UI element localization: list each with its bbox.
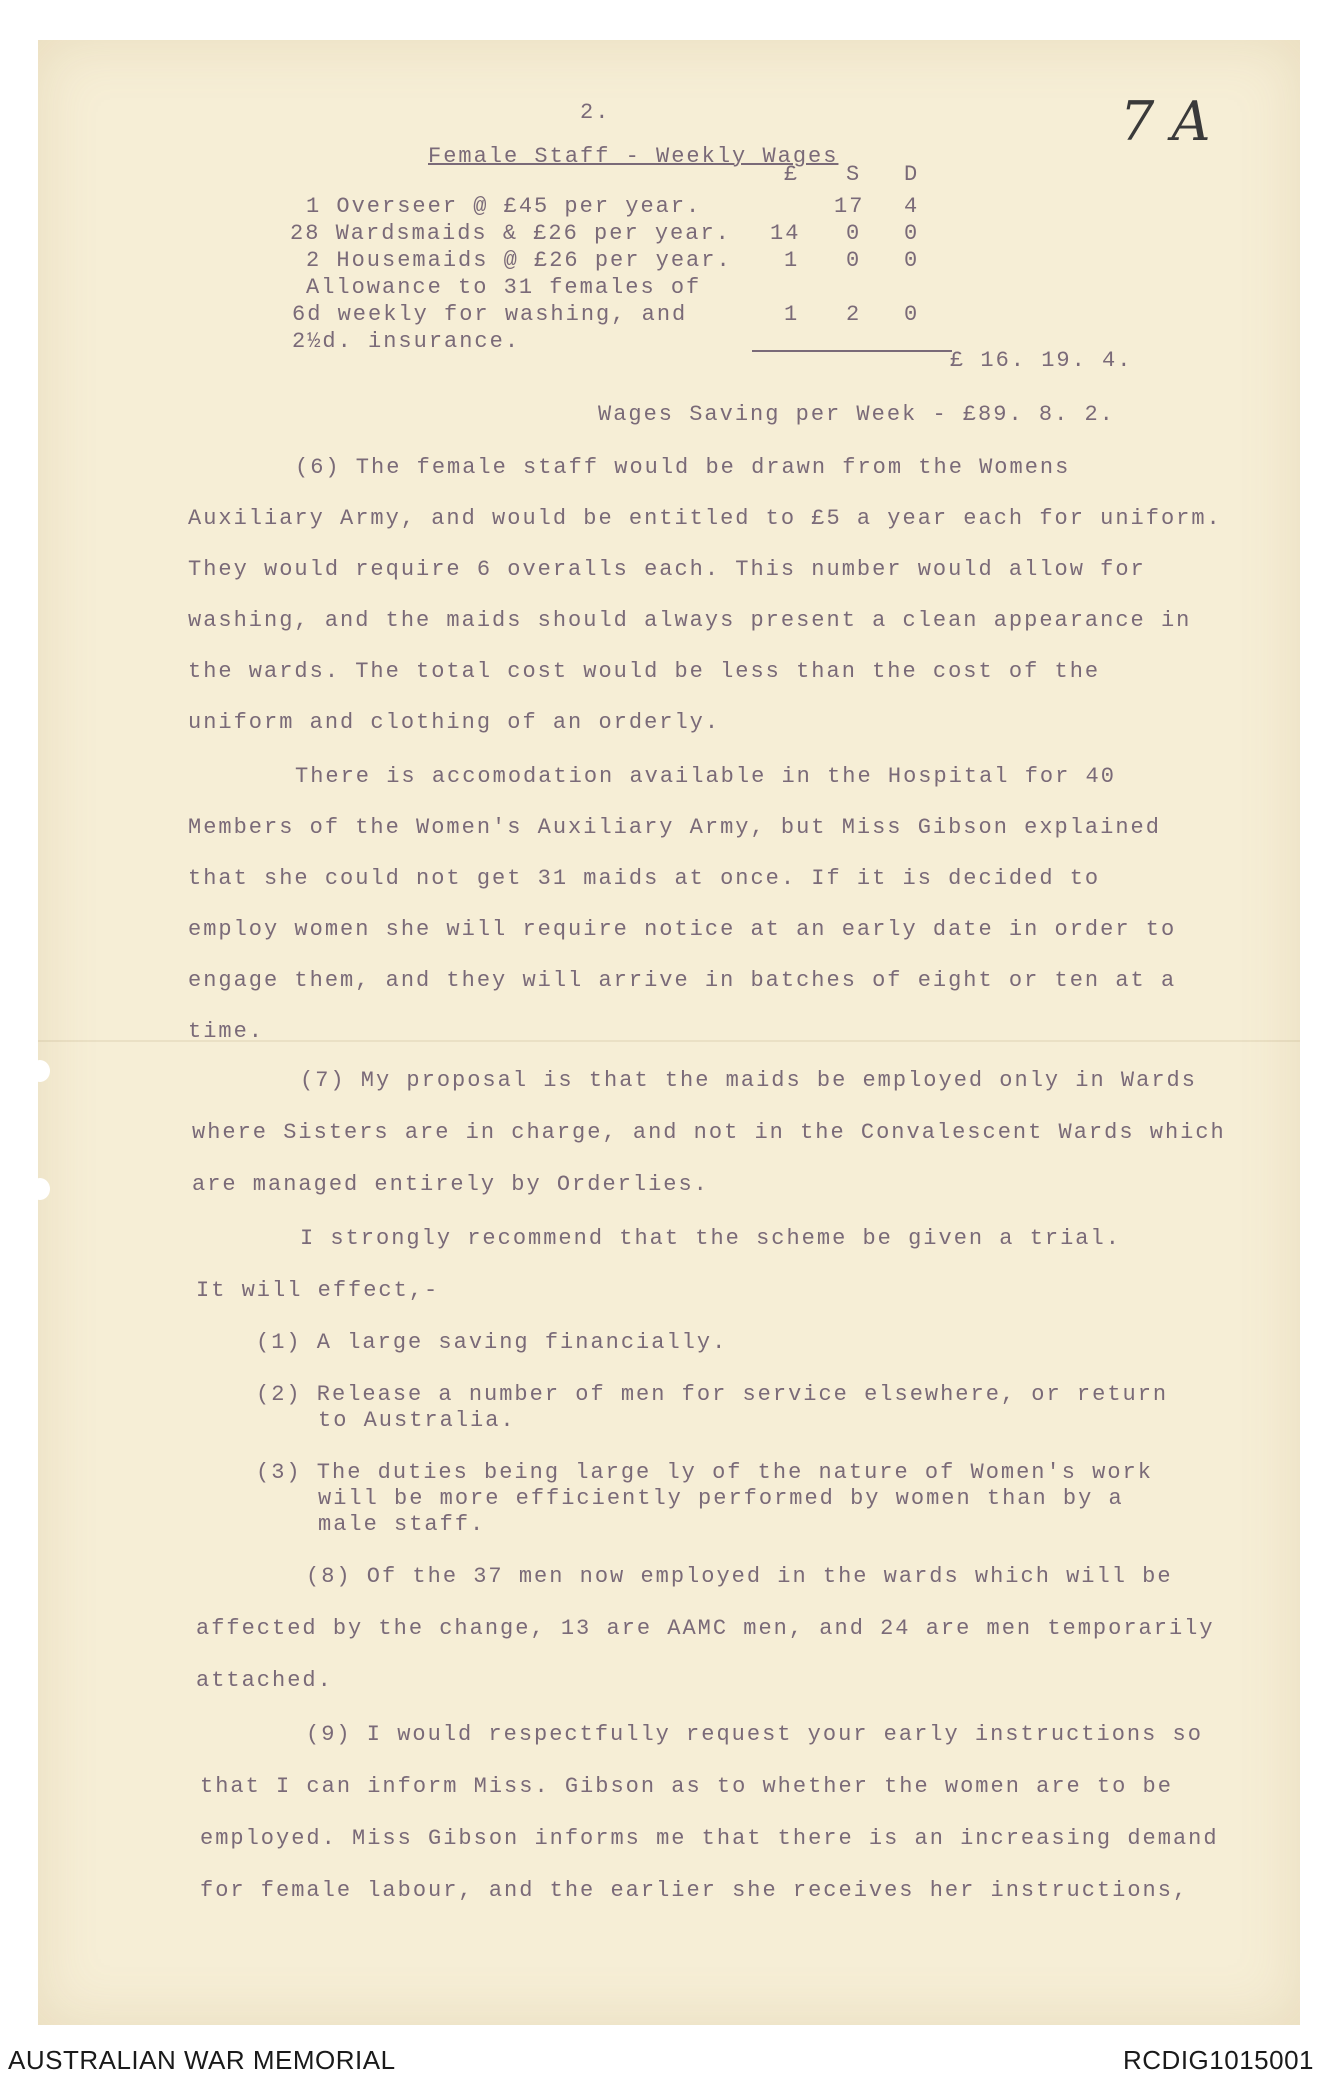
list-item: (2) Release a number of men for service elsewhere, or return	[256, 1382, 1169, 1407]
body-line: It will effect,-	[196, 1278, 440, 1303]
body-line: the wards. The total cost would be less than the cost of the	[188, 659, 1101, 684]
col-pounds-header: £	[784, 162, 800, 187]
list-item: (1) A large saving financially.	[256, 1330, 728, 1355]
col-pence-header: D	[904, 162, 920, 187]
handwritten-folio: 7 A	[1120, 90, 1211, 153]
wages-row-pence: 0	[904, 302, 920, 327]
wages-row-label: 1 Overseer @ £45 per year.	[306, 194, 702, 219]
wages-row-label: 2½d. insurance.	[292, 329, 521, 354]
wages-row-label: 28 Wardsmaids & £26 per year.	[290, 221, 731, 246]
wages-row-pence: 4	[904, 194, 920, 219]
body-line: There is accomodation available in the Hospital for 40	[295, 764, 1116, 789]
body-line: (9) I would respectfully request your early instructions so	[306, 1722, 1203, 1747]
body-line: affected by the change, 13 are AAMC men, and 24 are men temporarily	[196, 1616, 1215, 1641]
wages-row-pounds: 1	[784, 248, 800, 273]
body-line: are managed entirely by Orderlies.	[192, 1172, 709, 1197]
body-line: for female labour, and the earlier she receives her instructions,	[200, 1878, 1189, 1903]
body-line: that I can inform Miss. Gibson as to whether the women are to be	[200, 1774, 1173, 1799]
footer-source: AUSTRALIAN WAR MEMORIAL	[8, 2045, 396, 2075]
wages-row-label: Allowance to 31 females of	[306, 275, 702, 300]
body-line: washing, and the maids should always present a clean appearance in	[188, 608, 1192, 633]
wages-total: £ 16. 19. 4.	[950, 348, 1133, 373]
wages-row-shillings: 2	[846, 302, 862, 327]
wages-row-pence: 0	[904, 221, 920, 246]
body-line: employed. Miss Gibson informs me that there is an increasing demand	[200, 1826, 1219, 1851]
body-line: Members of the Women's Auxiliary Army, but Miss Gibson explained	[188, 815, 1161, 840]
list-item: to Australia.	[318, 1408, 516, 1433]
wages-row-pence: 0	[904, 248, 920, 273]
body-line: I strongly recommend that the scheme be given a trial.	[300, 1226, 1121, 1251]
page-number: 2.	[580, 100, 611, 125]
body-line: Auxiliary Army, and would be entitled to £5 a year each for uniform.	[188, 506, 1222, 531]
punch-hole	[30, 1060, 50, 1082]
body-line: employ women she will require notice at an early date in order to	[188, 917, 1177, 942]
total-rule	[752, 350, 952, 352]
wages-saving-line: Wages Saving per Week - £89. 8. 2.	[598, 402, 1115, 427]
body-line: (7) My proposal is that the maids be employed only in Wards	[300, 1068, 1197, 1093]
wages-row-label: 6d weekly for washing, and	[292, 302, 688, 327]
body-line: attached.	[196, 1668, 333, 1693]
list-item: (3) The duties being large ly of the nature of Women's work	[256, 1460, 1153, 1485]
col-shillings-header: S	[846, 162, 862, 187]
wages-row-shillings: 0	[846, 221, 862, 246]
wages-row-shillings: 0	[846, 248, 862, 273]
list-item: will be more efficiently performed by women than by a	[318, 1486, 1124, 1511]
body-line: (6) The female staff would be drawn from the Womens	[295, 455, 1071, 480]
body-line: that she could not get 31 maids at once. If it is decided to	[188, 866, 1101, 891]
wages-row-pounds: 1	[784, 302, 800, 327]
wages-row-shillings: 17	[834, 194, 865, 219]
punch-hole	[30, 1178, 50, 1200]
body-line: where Sisters are in charge, and not in the Convalescent Wards which	[192, 1120, 1226, 1145]
wages-row-label: 2 Housemaids @ £26 per year.	[306, 248, 732, 273]
wages-row-pounds: 14	[770, 221, 801, 246]
body-line: They would require 6 overalls each. This number would allow for	[188, 557, 1146, 582]
body-line: uniform and clothing of an orderly.	[188, 710, 721, 735]
wages-table-title: Female Staff - Weekly Wages	[428, 144, 839, 169]
body-line: engage them, and they will arrive in batches of eight or ten at a	[188, 968, 1177, 993]
body-line: (8) Of the 37 men now employed in the wards which will be	[306, 1564, 1173, 1589]
list-item: male staff.	[318, 1512, 486, 1537]
footer-id: RCDIG1015001	[1123, 2045, 1314, 2075]
body-line: time.	[188, 1019, 265, 1044]
